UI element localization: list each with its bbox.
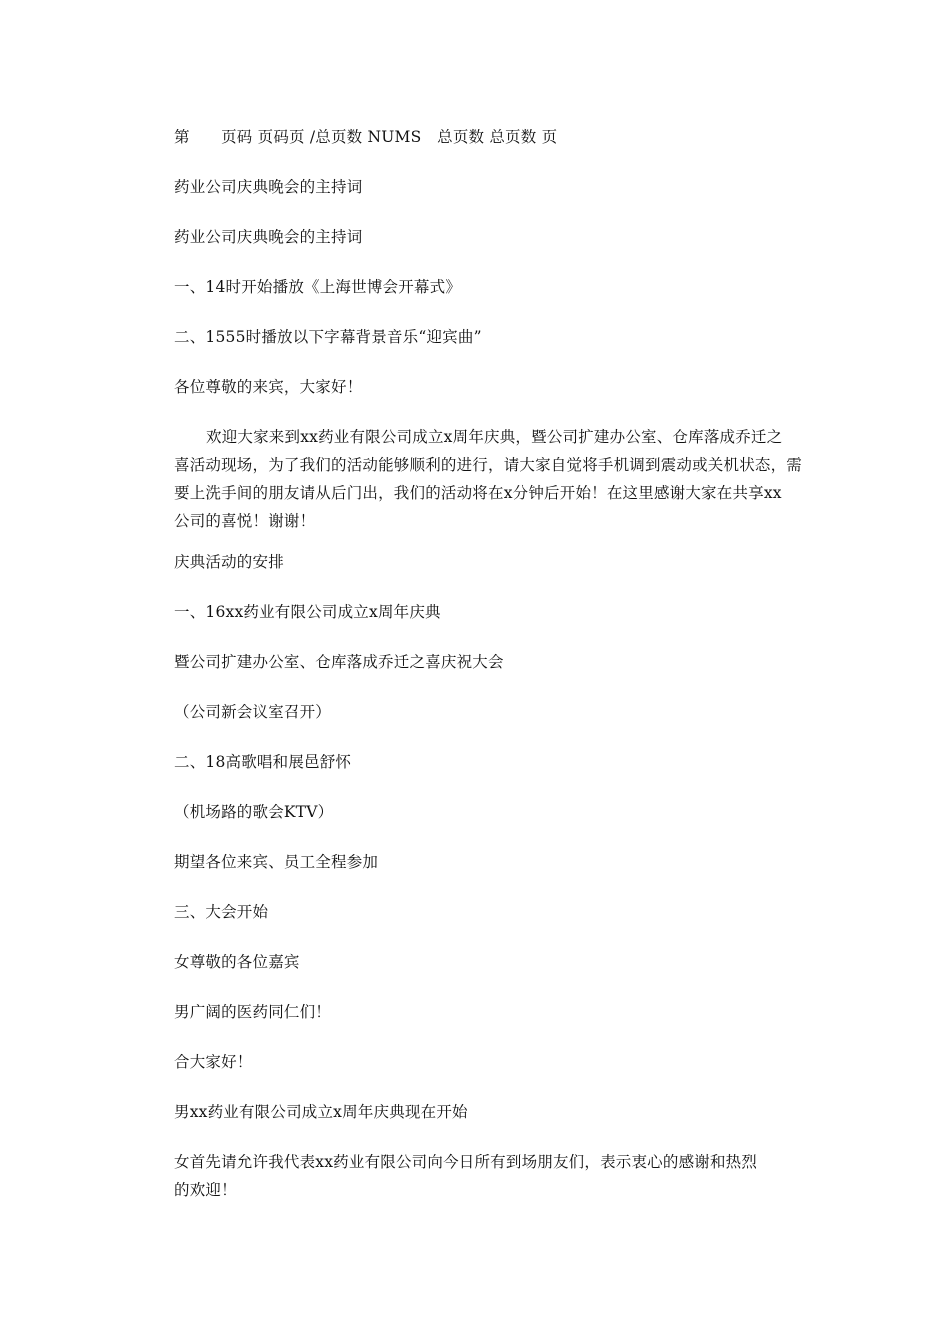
document-subtitle: 药业公司庆典晚会的主持词 [174,228,363,246]
schedule-item-1-location: （公司新会议室召开） [174,703,332,721]
schedule-item-2: 二、18高歌唱和展邑舒怀 [174,753,352,771]
welcome-paragraph [174,423,814,535]
script-line-female-1: 女尊敬的各位嘉宾 [174,953,300,971]
schedule-item-1: 一、16xx药业有限公司成立x周年庆典 [174,603,441,621]
welcome-paragraph-line: 要上洗手间的朋友请从后门出，我们的活动将在x分钟后开始！在这里感谢大家在共享xx [174,484,782,502]
welcome-paragraph-line: 欢迎大家来到xx药业有限公司成立x周年庆典，暨公司扩建办公室、仓库落成乔迁之 [206,428,783,446]
schedule-item-2-location: （机场路的歌会KTV） [174,803,334,821]
document-title: 药业公司庆典晚会的主持词 [174,178,363,196]
script-line-both-1: 合大家好！ [174,1053,253,1071]
schedule-item-3: 三、大会开始 [174,903,269,921]
script-paragraph-line: 女首先请允许我代表xx药业有限公司向今日所有到场朋友们，表示衷心的感谢和热烈 [174,1153,758,1171]
script-paragraph-female-2 [174,1148,814,1204]
attendance-note: 期望各位来宾、员工全程参加 [174,853,379,871]
program-line-2: 二、1555时播放以下字幕背景音乐“迎宾曲” [174,328,482,346]
script-paragraph-line: 的欢迎！ [174,1181,237,1199]
schedule-heading: 庆典活动的安排 [174,553,284,571]
greeting-line: 各位尊敬的来宾，大家好！ [174,378,363,396]
script-line-male-1: 男广阔的医药同仁们！ [174,1003,332,1021]
program-line-1: 一、14时开始播放《上海世博会开幕式》 [174,278,462,296]
welcome-paragraph-line: 公司的喜悦！谢谢！ [174,512,316,530]
schedule-item-1-detail: 暨公司扩建办公室、仓库落成乔迁之喜庆祝大会 [174,653,504,671]
script-line-male-2: 男xx药业有限公司成立x周年庆典现在开始 [174,1103,468,1121]
welcome-paragraph-line: 喜活动现场，为了我们的活动能够顺利的进行，请大家自觉将手机调到震动或关机状态，需 [174,456,803,474]
page-header: 第 页码 页码页 /总页数 NUMS 总页数 总页数 页 [174,128,558,146]
